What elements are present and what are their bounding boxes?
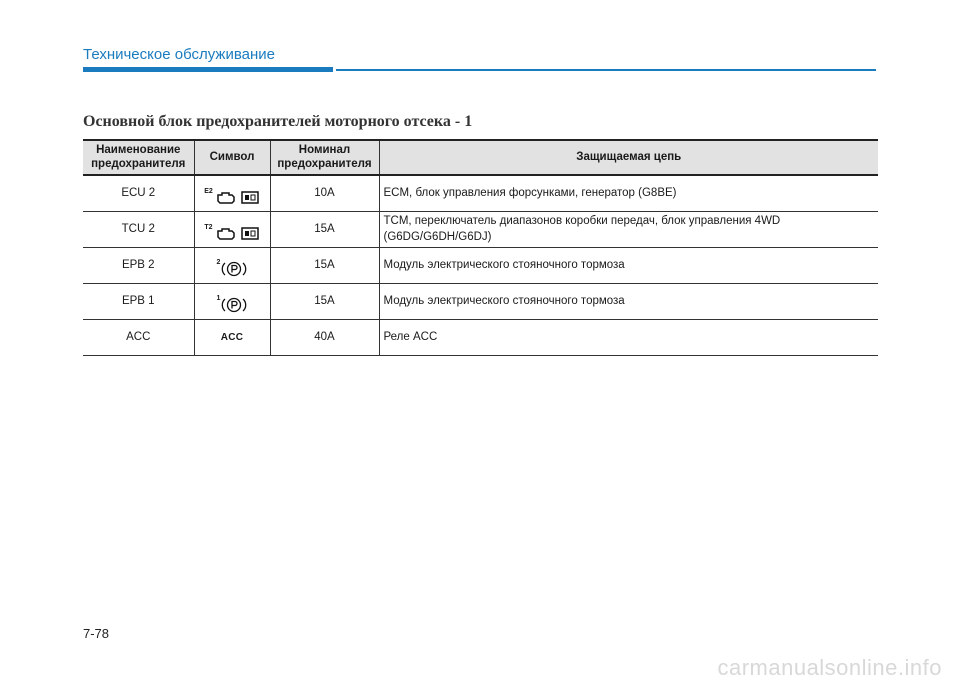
header-rule-thick [83, 67, 333, 72]
fuse-symbol [194, 175, 270, 212]
fuse-symbol [194, 284, 270, 320]
engine-computer-icon [204, 225, 259, 241]
engine-computer-icon [204, 189, 260, 205]
table-row [83, 175, 878, 212]
symbol-superscript: E2 [204, 187, 213, 195]
header-rule-thin [336, 69, 876, 71]
table-header-row [83, 140, 878, 175]
fuse-rating: 15A [270, 284, 379, 320]
table-row [83, 284, 878, 320]
symbol-superscript: 2 [216, 258, 221, 266]
fuse-name: ECU 2 [83, 175, 194, 212]
fuse-table [83, 139, 878, 356]
fuse-name: ACC [83, 320, 194, 356]
table-row [83, 212, 878, 248]
symbol-superscript: T2 [204, 223, 213, 231]
table-row [83, 320, 878, 356]
fuse-rating: 10A [270, 175, 379, 212]
section-title: Техническое обслуживание [83, 46, 275, 63]
fuse-symbol [194, 320, 270, 356]
parking-brake-icon [217, 296, 248, 314]
fuse-rating: 15A [270, 212, 379, 248]
col-header-symbol: Символ [194, 140, 270, 175]
fuse-circuit: Реле ACC [379, 320, 878, 356]
table-heading: Основной блок предохранителей моторного отсека - 1 [83, 113, 473, 130]
col-header-name: Наименование предохранителя [83, 140, 194, 175]
fuse-symbol [194, 212, 270, 248]
fuse-circuit: Модуль электрического стояночного тормоза [379, 248, 878, 284]
symbol-superscript: 1 [216, 294, 221, 302]
watermark: carmanualsonline.info [717, 655, 942, 680]
fuse-circuit: TCM, переключатель диапазонов коробки передач, блок управления 4WD (G6DG/G6DH/G6DJ) [379, 212, 878, 248]
page-number: 7-78 [83, 626, 110, 641]
fuse-rating: 40A [270, 320, 379, 356]
fuse-rating: 15A [270, 248, 379, 284]
fuse-name: EPB 2 [83, 248, 194, 284]
fuse-name: TCU 2 [83, 212, 194, 248]
col-header-circuit: Защищаемая цепь [379, 140, 878, 175]
fuse-symbol [194, 248, 270, 284]
fuse-circuit: ECM, блок управления форсунками, генератор (G8BE) [379, 175, 878, 212]
fuse-circuit: Модуль электрического стояночного тормоза [379, 284, 878, 320]
col-header-rating: Номинал предохранителя [270, 140, 379, 175]
table-row [83, 248, 878, 284]
parking-brake-icon [217, 260, 248, 278]
acc-text-icon: ACC [220, 331, 244, 343]
fuse-name: EPB 1 [83, 284, 194, 320]
